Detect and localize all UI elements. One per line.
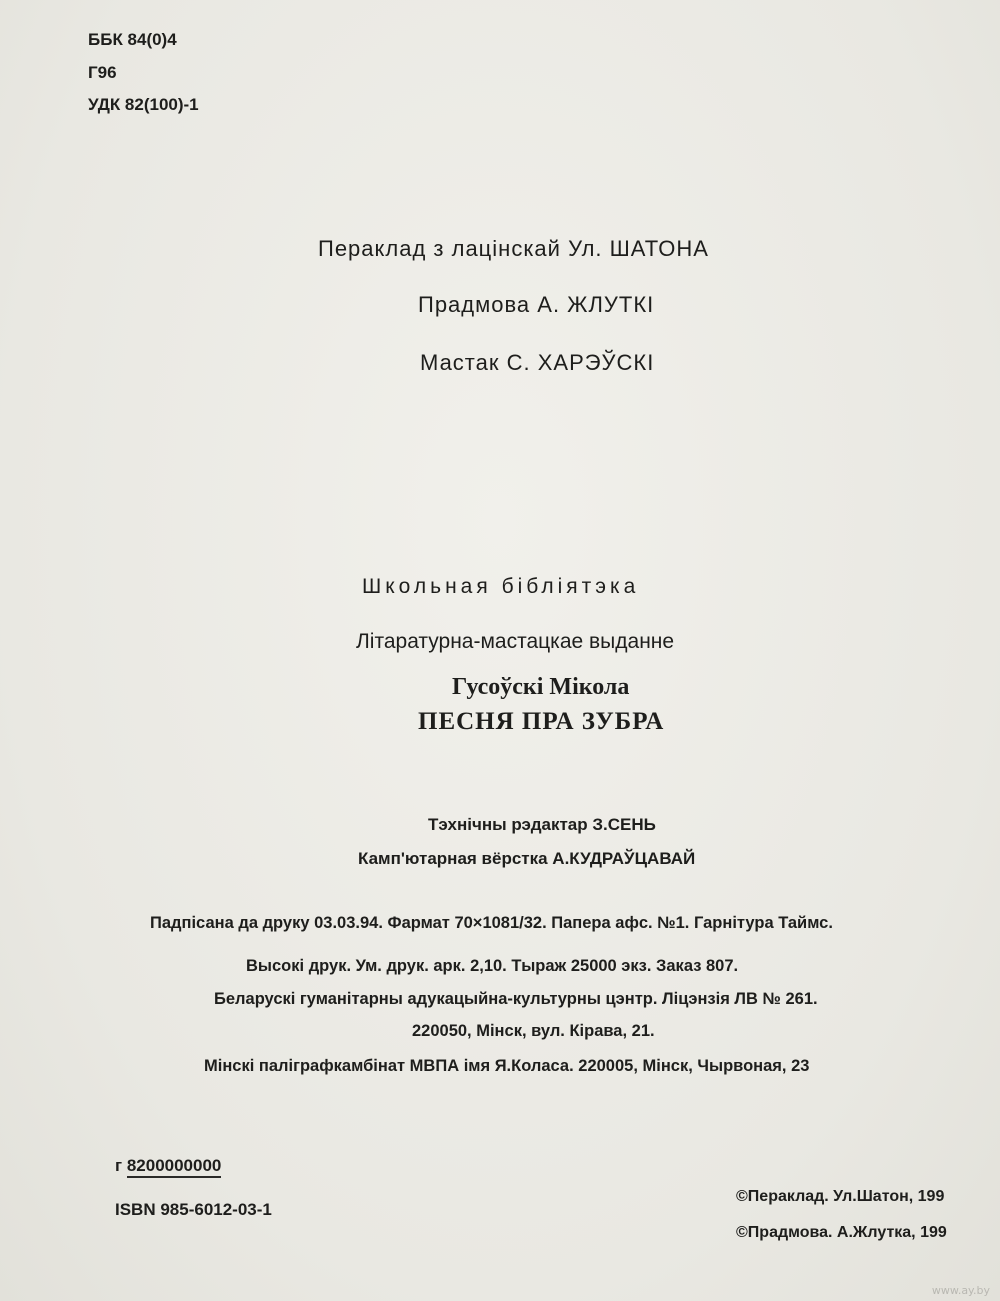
isbn-number: ISBN 985-6012-03-1	[115, 1200, 272, 1219]
copyright-translation: ©Пераклад. Ул.Шатон, 199	[736, 1188, 945, 1205]
copyright-preface: ©Прадмова. А.Жлутка, 199	[736, 1224, 947, 1241]
site-watermark: www.ay.by	[931, 1284, 990, 1297]
catalog-code-prefix: г	[115, 1156, 123, 1175]
series-name: Школьная бібліятэка	[362, 575, 640, 598]
imprint-line-5: Мінскі паліграфкамбінат МВПА імя Я.Коласа. 220005, Мінск, Чырвоная, 23	[204, 1057, 810, 1075]
book-title: ПЕСНЯ ПРА ЗУБРА	[418, 708, 665, 735]
imprint-line-3: Беларускі гуманітарны адукацыйна-культурны цэнтр. Ліцэнзія ЛВ № 261.	[214, 990, 818, 1008]
artist-credit: Мастак С. ХАРЭЎСКІ	[420, 350, 655, 375]
catalog-code-number: 8200000000	[127, 1156, 222, 1178]
imprint-line-2: Высокі друк. Ум. друк. арк. 2,10. Тыраж 25000 экз. Заказ 807.	[246, 957, 739, 975]
author-mark: Г96	[88, 63, 117, 82]
author-name: Гусоўскі Мікола	[452, 674, 630, 700]
udk-code: УДК 82(100)-1	[88, 95, 199, 114]
catalog-code	[115, 1156, 221, 1176]
preface-credit: Прадмова А. ЖЛУТКІ	[418, 292, 655, 317]
layout-credit: Камп'ютарная вёрстка А.КУДРАЎЦАВАЙ	[358, 849, 696, 868]
bbk-code: ББК 84(0)4	[88, 30, 177, 49]
tech-editor-credit: Тэхнічны рэдактар З.СЕНЬ	[428, 815, 656, 834]
imprint-line-1: Падпісана да друку 03.03.94. Фармат 70×1081/32. Папера афс. №1. Гарнітура Таймс.	[150, 914, 833, 932]
translation-credit: Пераклад з лацінскай Ул. ШАТОНА	[318, 236, 709, 261]
genre-label: Літаратурна-мастацкае выданне	[356, 630, 675, 653]
imprint-line-4: 220050, Мінск, вул. Кірава, 21.	[412, 1022, 655, 1040]
